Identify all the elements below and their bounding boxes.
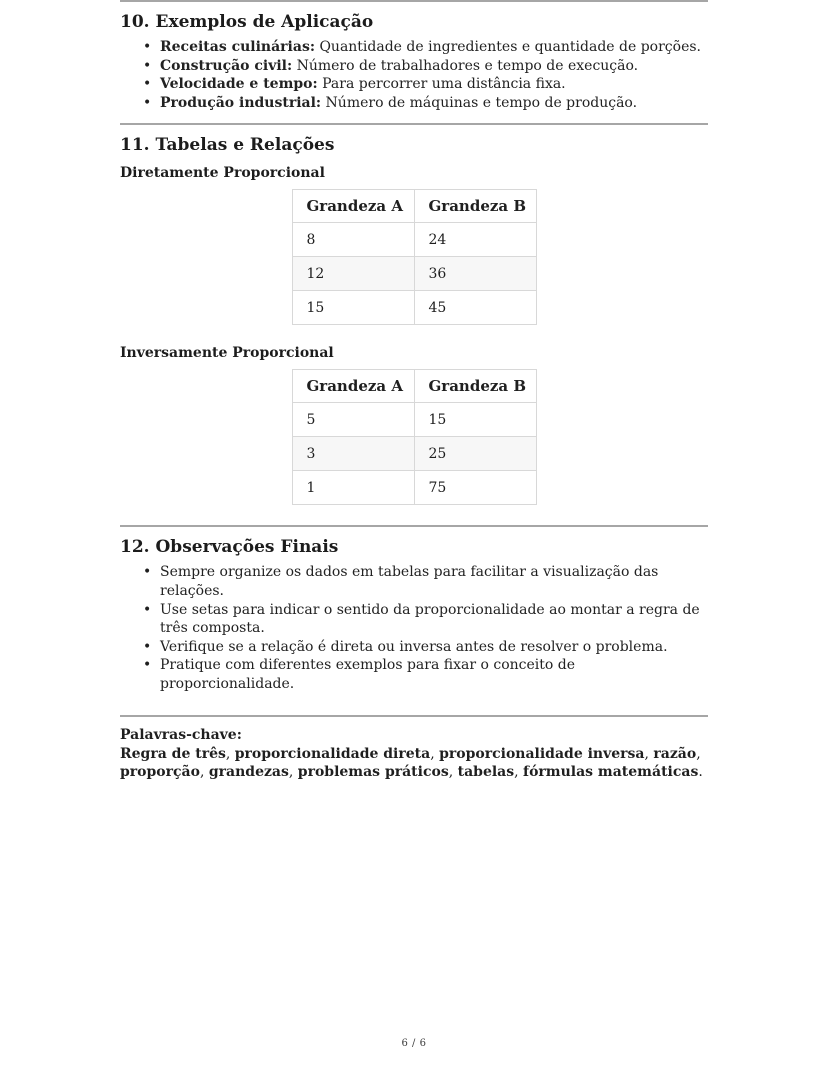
table-cell: 12 [292, 257, 414, 291]
section-divider [120, 0, 708, 2]
bullet-term: Produção industrial: [160, 94, 322, 111]
examples-bullet-list [120, 38, 708, 112]
keyword: tabelas [457, 764, 515, 781]
bullet-term: Receitas culinárias: [160, 39, 315, 55]
section-divider [120, 123, 708, 125]
keywords-label: Palavras-chave: [120, 726, 242, 743]
keyword-separator: , [199, 764, 209, 781]
keyword-separator: , [644, 745, 654, 762]
list-item: • Use setas para indicar o sentido da proporcionalidade ao montar a regra de três composta. [160, 601, 708, 638]
list-item: • Verifique se a relação é direta ou inversa antes de resolver o problema. [160, 638, 708, 657]
keyword: grandezas [208, 764, 289, 781]
table-header-row [292, 190, 536, 223]
list-item [160, 75, 708, 94]
table-row [292, 437, 536, 471]
table-row [292, 223, 536, 257]
list-item: • Pratique com diferentes exemplos para fixar o conceito de proporcionalidade. [160, 656, 708, 693]
table-header-row [292, 370, 536, 403]
list-item [160, 94, 708, 113]
table-cell: 1 [292, 471, 414, 505]
direct-proportional-table [292, 189, 537, 325]
keyword: Regra de três [120, 745, 226, 762]
bullet-description: Número de trabalhadores e tempo de execução. [296, 57, 639, 74]
table-row [292, 471, 536, 505]
table-cell: 3 [292, 437, 414, 471]
keyword-separator: , [288, 764, 298, 781]
keyword-separator: , [696, 745, 701, 762]
table-cell: 36 [414, 257, 536, 291]
table-cell: 15 [414, 403, 536, 437]
section-divider [120, 715, 708, 717]
subsection-title-inversa: Inversamente Proporcional [120, 345, 334, 362]
document-content [120, 0, 708, 782]
table-cell: 24 [414, 223, 536, 257]
bullet-description: Para percorrer uma distância fixa. [322, 76, 566, 93]
table-cell: 45 [414, 291, 536, 325]
keyword: problemas práticos [297, 764, 449, 781]
section-title: 12. Observações Finais [120, 537, 339, 558]
bullet-description: Número de máquinas e tempo de produção. [325, 94, 638, 111]
table-row [292, 257, 536, 291]
inverse-proportional-table [292, 369, 537, 505]
section-divider [120, 525, 708, 527]
table-body [292, 403, 536, 505]
table-cell: 75 [414, 471, 536, 505]
final-notes-bullet-list [120, 563, 708, 693]
keyword-terminator: . [698, 764, 703, 781]
table-row [292, 291, 536, 325]
section-observacoes-finais [120, 537, 708, 693]
column-header: Grandeza B [414, 190, 536, 223]
bullet-term: Velocidade e tempo: [160, 76, 318, 93]
page-number: 6 / 6 [401, 1038, 427, 1049]
column-header: Grandeza A [292, 190, 414, 223]
section-exemplos-de-aplicacao [120, 12, 708, 112]
section-title: 11. Tabelas e Relações [120, 135, 335, 156]
subsection-title-direta: Diretamente Proporcional [120, 165, 325, 182]
keyword-separator: , [225, 745, 235, 762]
section-title: 10. Exemplos de Aplicação [120, 12, 374, 32]
keywords-text [120, 745, 708, 782]
table-body [292, 223, 536, 325]
section-tabelas-e-relacoes [120, 135, 708, 505]
list-item [160, 57, 708, 76]
keyword-separator: , [430, 745, 440, 762]
keywords-section [120, 726, 708, 782]
table-row [292, 403, 536, 437]
table-cell: 5 [292, 403, 414, 437]
keyword-separator: , [448, 764, 458, 781]
table-cell: 25 [414, 437, 536, 471]
keyword: proporcionalidade inversa [439, 745, 645, 762]
table-header [292, 370, 536, 403]
keyword: fórmulas matemáticas [523, 764, 699, 781]
table-header [292, 190, 536, 223]
column-header: Grandeza A [292, 370, 414, 403]
bullet-description: Quantidade de ingredientes e quantidade de porções. [319, 39, 701, 55]
table-cell: 8 [292, 223, 414, 257]
keyword-separator: , [514, 764, 524, 781]
list-item: • Sempre organize os dados em tabelas para facilitar a visualização das relações. [160, 563, 708, 600]
bullet-term: Construção civil: [160, 57, 293, 74]
keyword: razão [653, 745, 697, 762]
table-cell: 15 [292, 291, 414, 325]
list-item [160, 38, 708, 57]
keyword: proporcionalidade direta [234, 745, 431, 762]
column-header: Grandeza B [414, 370, 536, 403]
keyword: proporção [120, 764, 200, 781]
